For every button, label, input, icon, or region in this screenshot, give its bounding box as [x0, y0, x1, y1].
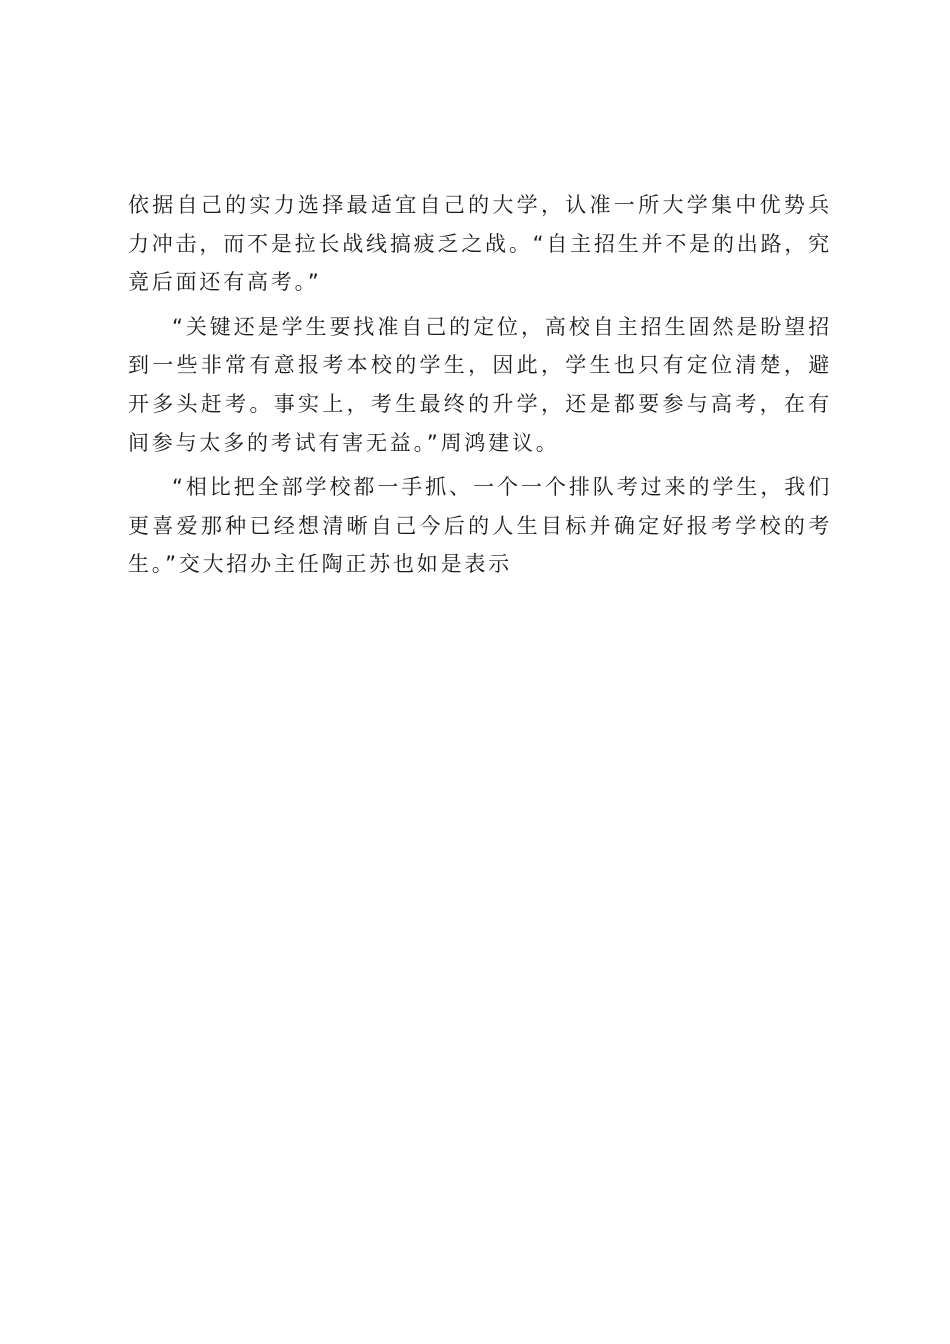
paragraph-1: 依据自己的实力选择最适宜自己的大学，认准一所大学集中优势兵力冲击，而不是拉长战线搞疲乏之战。“自主招生并不是的出路，究竟后面还有高考。” — [128, 193, 832, 295]
paragraph-3: “相比把全部学校都一手抓、一个一个排队考过来的学生，我们更喜爱那种已经想清晰自己今后的人生目标并确定好报考学校的考生。”交大招办主任陶正苏也如是表示 — [128, 475, 832, 577]
document-body — [128, 186, 832, 584]
paragraph-2: “关键还是学生要找准自己的定位，高校自主招生固然是盼望招到一些非常有意报考本校的学生，因此，学生也只有定位清楚，避开多头赶考。事实上，考生最终的升学，还是都要参与高考，在有间参与太多的考试有害无益。”周鸿建议。 — [128, 314, 832, 455]
